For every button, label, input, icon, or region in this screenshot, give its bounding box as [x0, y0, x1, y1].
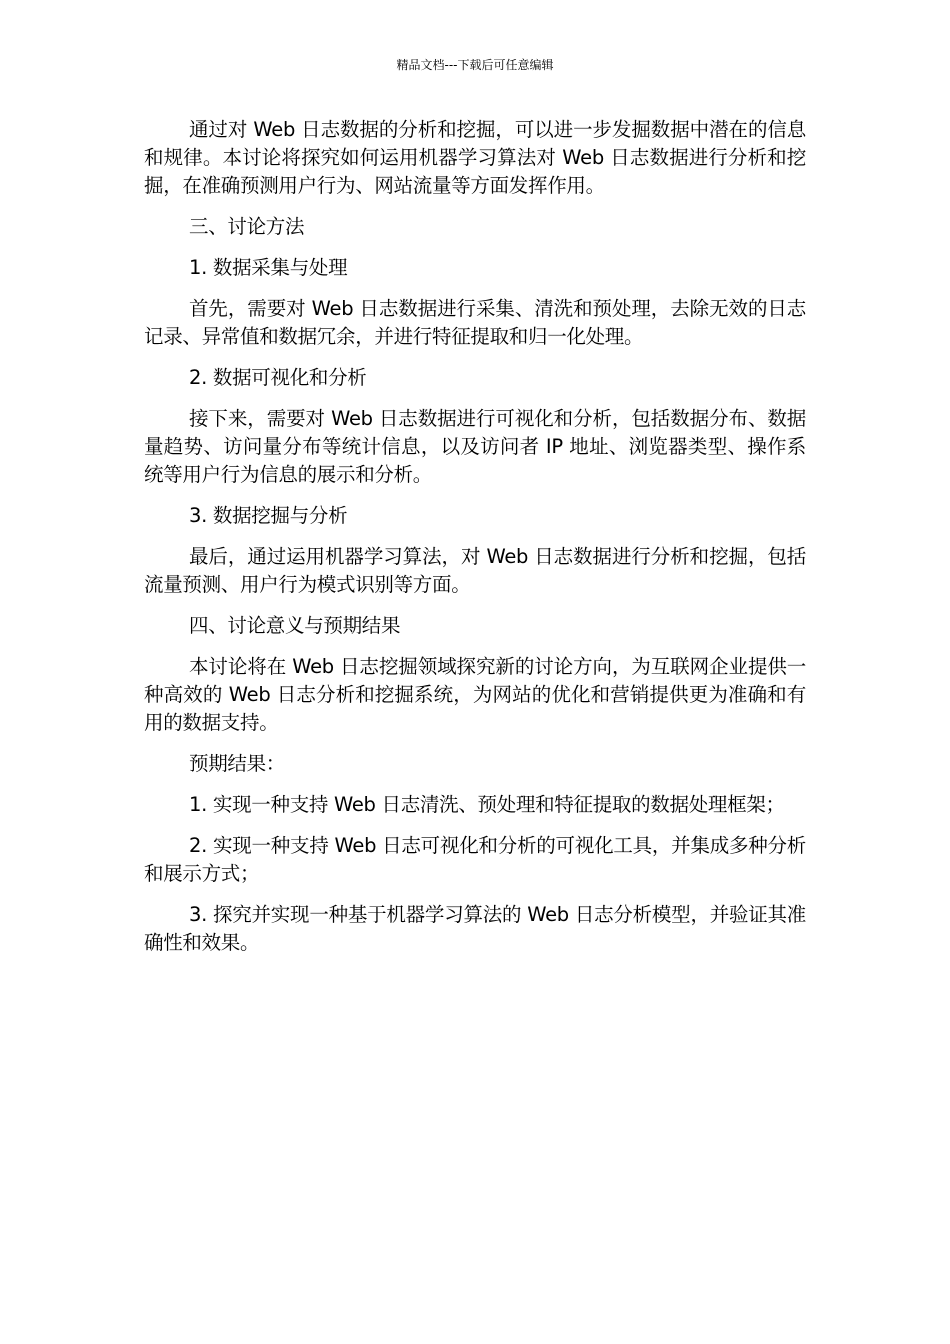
subheading-visualization: 2. 数据可视化和分析	[189, 366, 367, 389]
paragraph-data-collection: 首先，需要对 Web 日志数据进行采集、清洗和预处理，去除无效的日志记录、异常值和数据冗余，并进行特征提取和归一化处理。	[144, 297, 806, 348]
subheading-expected-results: 预期结果：	[189, 752, 286, 775]
paragraph-visualization: 接下来，需要对 Web 日志数据进行可视化和分析，包括数据分布、数据量趋势、访问量分布等统计信息，以及访问者 IP 地址、浏览器类型、操作系统等用户行为信息的展示和分析。	[144, 407, 806, 486]
section-heading-significance: 四、讨论意义与预期结果	[189, 614, 401, 637]
paragraph-significance: 本讨论将在 Web 日志挖掘领域探究新的讨论方向，为互联网企业提供一种高效的 Web 日志分析和挖掘系统，为网站的优化和营销提供更为准确和有用的数据支持。	[144, 655, 806, 734]
list-item-result-2: 2. 实现一种支持 Web 日志可视化和分析的可视化工具，并集成多种分析和展示方式；	[144, 834, 806, 885]
subheading-mining: 3. 数据挖掘与分析	[189, 504, 348, 527]
list-item-result-1: 1. 实现一种支持 Web 日志清洗、预处理和特征提取的数据处理框架；	[189, 793, 785, 816]
subheading-data-collection: 1. 数据采集与处理	[189, 256, 348, 279]
document-body	[144, 116, 806, 970]
section-heading-methods: 三、讨论方法	[189, 215, 305, 238]
list-item-result-3: 3. 探究并实现一种基于机器学习算法的 Web 日志分析模型，并验证其准确性和效果。	[144, 903, 806, 954]
page-header: 精品文档---下载后可任意编辑	[396, 58, 554, 72]
paragraph-intro: 通过对 Web 日志数据的分析和挖掘，可以进一步发掘数据中潜在的信息和规律。本讨论将探究如何运用机器学习算法对 Web 日志数据进行分析和挖掘，在准确预测用户行为、网站流量等方面发挥作用。	[144, 118, 806, 197]
paragraph-mining: 最后，通过运用机器学习算法，对 Web 日志数据进行分析和挖掘，包括流量预测、用户行为模式识别等方面。	[144, 545, 806, 596]
